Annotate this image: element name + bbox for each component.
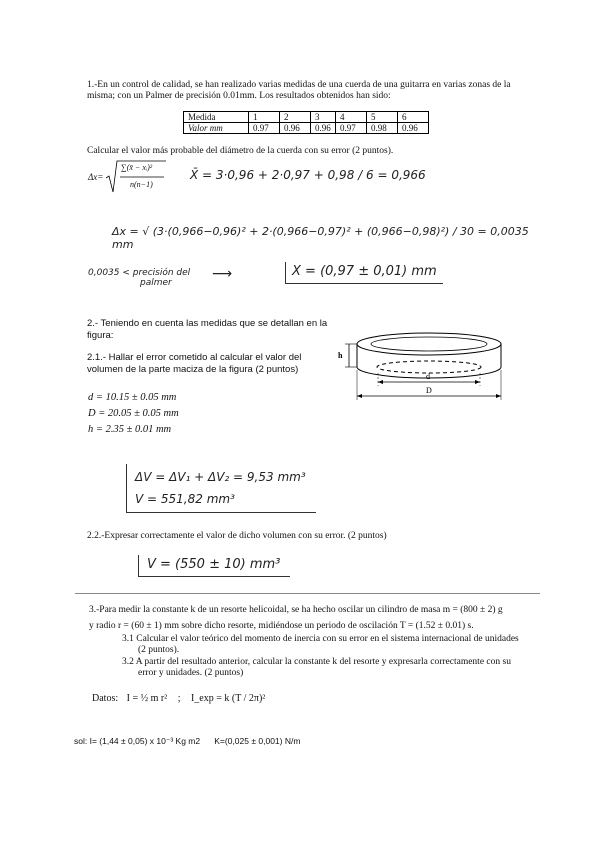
table-cell: 2 [280, 112, 311, 123]
q1-statement-line2: misma; con un Palmer de precisión 0.01mm. Los resultados obtenidos han sido: [87, 91, 391, 101]
std-error-formula [88, 160, 158, 194]
formula-inertia-exp: I_exp = k (T / 2π)² [190, 693, 266, 704]
q2-dimensions [88, 390, 179, 438]
table-cell: 0.96 [280, 123, 311, 134]
q3-item2 [122, 657, 542, 679]
dim-h: h = 2.35 ± 0.01 mm [88, 424, 172, 435]
hand-note [88, 268, 190, 288]
hand-volume-box [126, 464, 316, 513]
table-cell: 0.96 [311, 123, 336, 134]
hand-final-box: V = (550 ± 10) mm³ [138, 555, 290, 577]
table-cell: 0.98 [367, 123, 398, 134]
formula-inertia: I = ½ m r² [126, 693, 168, 704]
table-cell: 6 [398, 112, 429, 123]
hand-mean: X̄ = 3·0,96 + 2·0,97 + 0,98 / 6 = 0,966 [190, 168, 426, 182]
q3-item2-line2: error y unidades. (2 puntos) [138, 668, 244, 678]
formula-denominator: n(n−1) [130, 180, 153, 189]
q1-statement-line1: 1.-En un control de calidad, se han realizado varias medidas de una cuerda de una guitarra en varias zonas de la [87, 80, 511, 90]
table-cell: 5 [367, 112, 398, 123]
q3-line2: y radio r = (60 ± 1) mm sobre dicho resorte, midiéndose un periodo de oscilación T = (1.52 ± 0.01) s. [89, 621, 474, 631]
dim-D: D = 20.05 ± 0.05 mm [88, 408, 179, 419]
datos-label: Datos: [92, 693, 119, 704]
table-cell: 0.96 [398, 123, 429, 134]
q2-sub2: 2.2.-Expresar correctamente el valor de dicho volumen con su error. (2 puntos) [87, 531, 387, 541]
fig-label-d: d [426, 372, 430, 381]
fig-label-D: D [426, 386, 432, 395]
table-cell: 1 [249, 112, 280, 123]
table-header-row [184, 112, 429, 123]
table-row-label: Valor mm [184, 123, 249, 134]
q2-sub1 [87, 352, 301, 376]
q3-item2-line1: 3.2 A partir del resultado anterior, calcular la constante k del resorte y expresarla correctamente con su [122, 657, 511, 667]
q3-solution: sol: I= (1,44 ± 0,05) x 10⁻³ Kg m2 K=(0,025 ± 0,001) N/m [74, 736, 301, 746]
q1-task: Calcular el valor más probable del diámetro de la cuerda con su error (2 puntos). [87, 146, 394, 156]
fig-label-h: h [338, 351, 343, 360]
ring-figure [334, 330, 514, 408]
formula-separator: ; [177, 693, 181, 704]
hand-delta: Δx = √ (3·(0,966−0,96)² + 2·(0,966−0,97)² + (0,966−0,98)²) / 30 = 0,0035 mm [112, 225, 529, 251]
dim-d: d = 10.15 ± 0.05 mm [88, 392, 177, 403]
q2-sub1-line2: volumen de la parte maciza de la figura (2 puntos) [87, 364, 299, 375]
q3-line1: 3.-Para medir la constante k de un resorte helicoidal, se ha hecho oscilar un cilindro de masa m = (800 ± 2) g [89, 605, 503, 615]
q3-item1 [122, 634, 542, 656]
measurement-table [183, 111, 429, 134]
table-cell: 4 [336, 112, 367, 123]
hand-note-line1: 0,0035 < precisión del [88, 268, 191, 278]
q1-statement [87, 80, 527, 102]
table-value-row [184, 123, 429, 134]
hand-V: V = 551,82 mm³ [135, 492, 235, 506]
q3-datos [92, 685, 265, 713]
q2-intro-line1: 2.- Teniendo en cuenta las medidas que se detallan en la [87, 318, 328, 329]
q3-item1-line1: 3.1 Calcular el valor teórico del momento de inercia con su error en el sistema internacional de unidades [122, 634, 519, 644]
formula-numerator: ∑(x̄ − xᵢ)² [121, 163, 153, 172]
hand-note-line2: palmer [140, 278, 172, 288]
arrow-right-icon: ⟶ [212, 266, 233, 282]
hand-result-box: X = (0,97 ± 0,01) mm [285, 262, 443, 284]
hand-dV: ΔV = ΔV₁ + ΔV₂ = 9,53 mm³ [135, 470, 306, 484]
table-cell: 3 [311, 112, 336, 123]
q2-intro [87, 318, 327, 342]
table-cell: 0.97 [249, 123, 280, 134]
formula-lhs: Δx= [88, 172, 104, 182]
table-cell: 0.97 [336, 123, 367, 134]
q2-intro-line2: figura: [87, 330, 114, 341]
q3-statement [89, 602, 559, 634]
table-header-label: Medida [184, 112, 249, 123]
q3-item1-line2: (2 puntos). [138, 645, 180, 655]
q2-sub1-line1: 2.1.- Hallar el error cometido al calcular el valor del [87, 352, 302, 363]
q3-divider [75, 593, 540, 594]
